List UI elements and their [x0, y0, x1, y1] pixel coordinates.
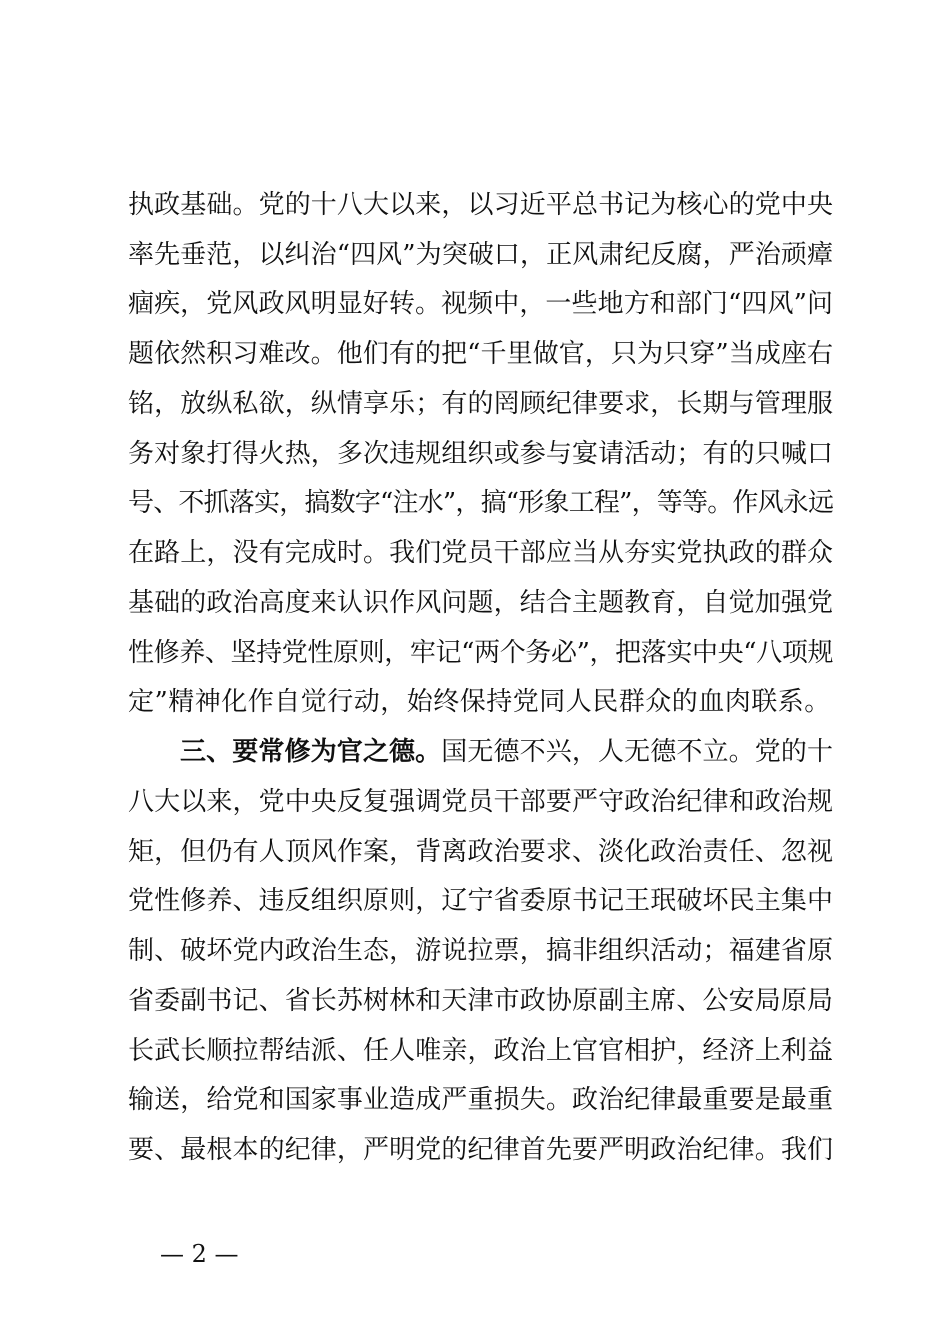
text-line: 率先垂范，以纠治“四风”为突破口，正风肃纪反腐，严治顽瘴 [128, 240, 833, 270]
text-run: 国无德不兴，人无德不立。党的十 [441, 737, 833, 767]
text-line: 号、不抓落实，搞数字“注水”，搞“形象工程”，等等。作风永远 [128, 488, 833, 518]
text-line: 制、破坏党内政治生态，游说拉票，搞非组织活动；福建省原 [128, 936, 833, 966]
text-line: 执政基础。党的十八大以来，以习近平总书记为核心的党中央 [128, 190, 833, 220]
text-line: 务对象打得火热，多次违规组织或参与宴请活动；有的只喊口 [128, 439, 833, 469]
text-line: 省委副书记、省长苏树林和天津市政协原副主席、公安局原局 [128, 986, 833, 1016]
text-line: 矩，但仍有人顶风作案，背离政治要求、淡化政治责任、忽视 [128, 837, 833, 867]
text-line: 长武长顺拉帮结派、任人唯亲，政治上官官相护，经济上利益 [128, 1036, 833, 1066]
text-line: 痼疾，党风政风明显好转。视频中，一些地方和部门“四风”问 [128, 289, 833, 319]
text-line: 党性修养、违反组织原则，辽宁省委原书记王珉破坏民主集中 [128, 886, 833, 916]
section-heading: 三、要常修为官之德。 [180, 737, 442, 767]
text-line: 输送，给党和国家事业造成严重损失。政治纪律最重要是最重 [128, 1085, 833, 1115]
text-line: 性修养、坚持党性原则，牢记“两个务必”，把落实中央“八项规 [128, 638, 833, 668]
text-line: 定”精神化作自觉行动，始终保持党同人民群众的血肉联系。 [128, 687, 831, 717]
text-line: 题依然积习难改。他们有的把“千里做官，只为只穿”当成座右 [128, 339, 833, 369]
text-line: 八大以来，党中央反复强调党员干部要严守政治纪律和政治规 [128, 787, 833, 817]
text-line: 基础的政治高度来认识作风问题，结合主题教育，自觉加强党 [128, 588, 833, 618]
text-line: 要、最根本的纪律，严明党的纪律首先要严明政治纪律。我们 [128, 1135, 833, 1165]
text-line: 铭，放纵私欲，纵情享乐；有的罔顾纪律要求，长期与管理服 [128, 389, 833, 419]
page-number: — 2 — [160, 1240, 239, 1268]
text-line: 在路上，没有完成时。我们党员干部应当从夯实党执政的群众 [128, 538, 833, 568]
text-line [180, 732, 833, 772]
